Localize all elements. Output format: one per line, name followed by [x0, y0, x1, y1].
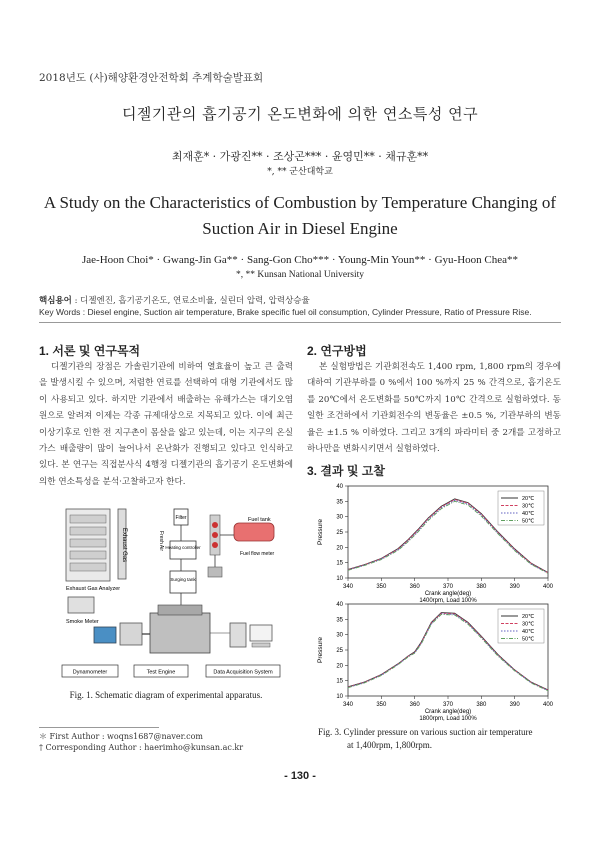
legend-label: 50℃: [522, 518, 535, 525]
paper-title-korean: 디젤기관의 흡기공기 온도변화에 의한 연소특성 연구: [121, 105, 479, 123]
y-tick-label: 35: [336, 499, 343, 506]
keywords-korean-text: : 디젤엔진, 흡기공기온도, 연료소비율, 실린더 압력, 압력상승율: [74, 296, 310, 306]
heating-controller-label: Heating controller: [165, 545, 201, 550]
x-tick-label: 370: [442, 584, 454, 590]
fuel-tank: [234, 523, 274, 541]
y-axis-label: Pressure: [317, 636, 324, 664]
x-tick-label: 370: [442, 702, 454, 708]
fig1-schematic: [60, 505, 282, 683]
legend-label: 20℃: [522, 614, 535, 620]
legend-label: 50℃: [522, 636, 535, 643]
section-1-body: 디젤기관의 장점은 가솔린기관에 비하여 열효율이 높고 큰 출력을 발생시킬 수 있으며, 저렴한 연료를 선택하여 대형 기관에서도 많이 사용되고 있다. 하지만 기관에서 배출하는 유해가스는 대기오염원으로 알려져 이제는 각종 규제대상으로 지목되고 있다. 이에 최근 이상기후로 인한 전 지구촌이 몸살을 앓고 있는데, 이는 지구의 온실가스 배출량이 많이 늘어나서 온난화가 진행되고 있다고 인식하고 있다. 본 연구는 직접분사식 4행정 디젤기관의 흡기공기 온도변화에 의한 연소특성을 분석·고찰하고자 한다.: [39, 362, 293, 487]
keywords-korean-label: 핵심용어: [39, 296, 72, 306]
x-tick-label: 360: [409, 584, 420, 590]
x-tick-label: 340: [342, 702, 354, 708]
smoke-meter-label: Smoke Meter: [66, 619, 99, 625]
keywords-english: [39, 307, 532, 317]
chart-subtitle: 1800rpm, Load 100%: [419, 716, 477, 722]
section-2-heading: 2. 연구방법: [307, 344, 367, 358]
y-tick-label: 30: [336, 514, 343, 521]
y-tick-label: 10: [336, 576, 343, 582]
paper-title-english: A Study on the Characteristics of Combustion by Temperature Changing of Suction Air in Diesel Engine: [43, 193, 557, 238]
test-engine-label: Test Engine: [146, 669, 176, 676]
smoke-meter: [68, 597, 94, 613]
x-tick-label: 350: [376, 584, 387, 590]
chart-1800rpm: [312, 598, 560, 722]
y-tick-label: 15: [336, 560, 343, 567]
footnote-first-author: ＊ First Author : woqns1687@naver.com: [39, 732, 204, 741]
fig3-caption-line2: at 1,400rpm, 1,800rpm.: [347, 740, 432, 750]
affiliation-english: *, ** Kunsan National University: [236, 270, 364, 280]
test-engine: [150, 613, 210, 653]
fresh-air-label: Fresh Air: [158, 531, 164, 552]
x-axis-label: Crank angle(deg): [424, 591, 472, 597]
exhaust-gas-label: Exhaust Gas: [121, 527, 127, 563]
page-number: - 130 -: [284, 770, 316, 782]
y-tick-label: 40: [336, 602, 343, 608]
section-3-heading: 3. 결과 및 고찰: [307, 464, 385, 478]
footnote-divider: [39, 727, 159, 728]
exhaust-gas-analyzer-label: Exhaust Gas Analyzer: [66, 586, 121, 592]
affiliation-korean: *, ** 군산대학교: [267, 167, 333, 177]
dynamometer: [120, 623, 142, 645]
dynamometer-motor: [94, 627, 116, 643]
keywords-english-text: : Diesel engine, Suction air temperature, Brake specific fuel oil consumption, Cylinder Pressure, Ratio of Pressure Rise.: [82, 307, 532, 317]
fuel-tank-label: Fuel tank: [248, 517, 271, 523]
header-divider: [39, 322, 561, 323]
dynamometer-label: Dynamometer: [72, 669, 108, 676]
legend-label: 30℃: [522, 503, 535, 510]
fig1-caption: Fig. 1. Schematic diagram of experimental apparatus.: [69, 690, 263, 700]
y-tick-label: 15: [336, 678, 343, 685]
y-tick-label: 20: [336, 545, 343, 552]
fig3-caption-line1: Fig. 3. Cylinder pressure on various suction air temperature: [318, 727, 533, 737]
surging-tank: [170, 571, 196, 593]
x-tick-label: 390: [509, 702, 520, 708]
y-tick-label: 25: [336, 530, 343, 536]
authors-english: Jae-Hoon Choi* · Gwang-Jin Ga** · Sang-Gon Cho*** · Young-Min Youn** · Gyu-Hoon Chea**: [81, 254, 518, 266]
x-axis-label: Crank angle(deg): [424, 709, 472, 715]
section-2-body: 본 실험방법은 기관회전속도 1,400 rpm, 1,800 rpm의 경우에 대하여 기관부하를 0 %에서 100 %까지 25 % 간격으로, 흡기온도를 20℃에서 온도변화를 50℃까지 10℃ 간격으로 실험하였다. 동일한 조건하에서 기관회전수의 변동율은 ±0.5 %, 기관부하의 변동율은 ±1.5 % 이하였다. 그리고 3개의 파라미터 중 2개를 고정하고 하나만을 변화시키면서 실험하였다.: [307, 362, 561, 455]
das-label: Data Acquisition System: [213, 669, 273, 676]
authors-korean: 최재훈* · 가광진** · 조상곤*** · 윤영민** · 채규훈**: [171, 150, 429, 163]
legend-label: 40℃: [522, 629, 535, 635]
legend-box: [498, 491, 544, 525]
footnote-corresponding-author: † Corresponding Author : haerimho@kunsan.ac.kr: [39, 743, 244, 752]
section-1-heading: 1. 서론 및 연구목적: [39, 344, 141, 358]
x-tick-label: 400: [542, 584, 554, 590]
y-tick-label: 10: [336, 694, 343, 700]
y-axis-label: Pressure: [317, 518, 324, 546]
y-tick-label: 25: [336, 648, 343, 654]
das-tower: [230, 623, 246, 647]
fuel-flow-meter: [208, 567, 222, 577]
x-tick-label: 400: [542, 702, 554, 708]
legend-box: [498, 609, 544, 643]
chart-subtitle: 1400rpm, Load 100%: [419, 598, 477, 604]
heating-controller: [170, 541, 196, 559]
y-tick-label: 30: [336, 632, 343, 639]
y-tick-label: 35: [336, 617, 343, 624]
conference-header: 2018년도 (사)해양환경안전학회 추계학술발표회: [39, 72, 264, 84]
legend-label: 20℃: [522, 496, 535, 502]
das-monitor: [250, 625, 272, 641]
fuel-flow-meter-label: Fuel flow meter: [240, 551, 275, 557]
x-tick-label: 390: [509, 584, 520, 590]
surging-tank-label: Surging tank: [170, 577, 196, 582]
legend-label: 30℃: [522, 621, 535, 628]
x-tick-label: 350: [376, 702, 387, 708]
keywords-english-label: Key Words: [39, 307, 81, 317]
y-tick-label: 20: [336, 663, 343, 670]
x-tick-label: 360: [409, 702, 420, 708]
x-tick-label: 340: [342, 584, 354, 590]
filter-label: Filter: [175, 515, 187, 521]
x-tick-label: 380: [476, 702, 487, 708]
y-tick-label: 40: [336, 484, 343, 490]
keywords-korean: [39, 294, 310, 306]
chart-1400rpm: [312, 480, 560, 604]
legend-label: 40℃: [522, 511, 535, 517]
x-tick-label: 380: [476, 584, 487, 590]
